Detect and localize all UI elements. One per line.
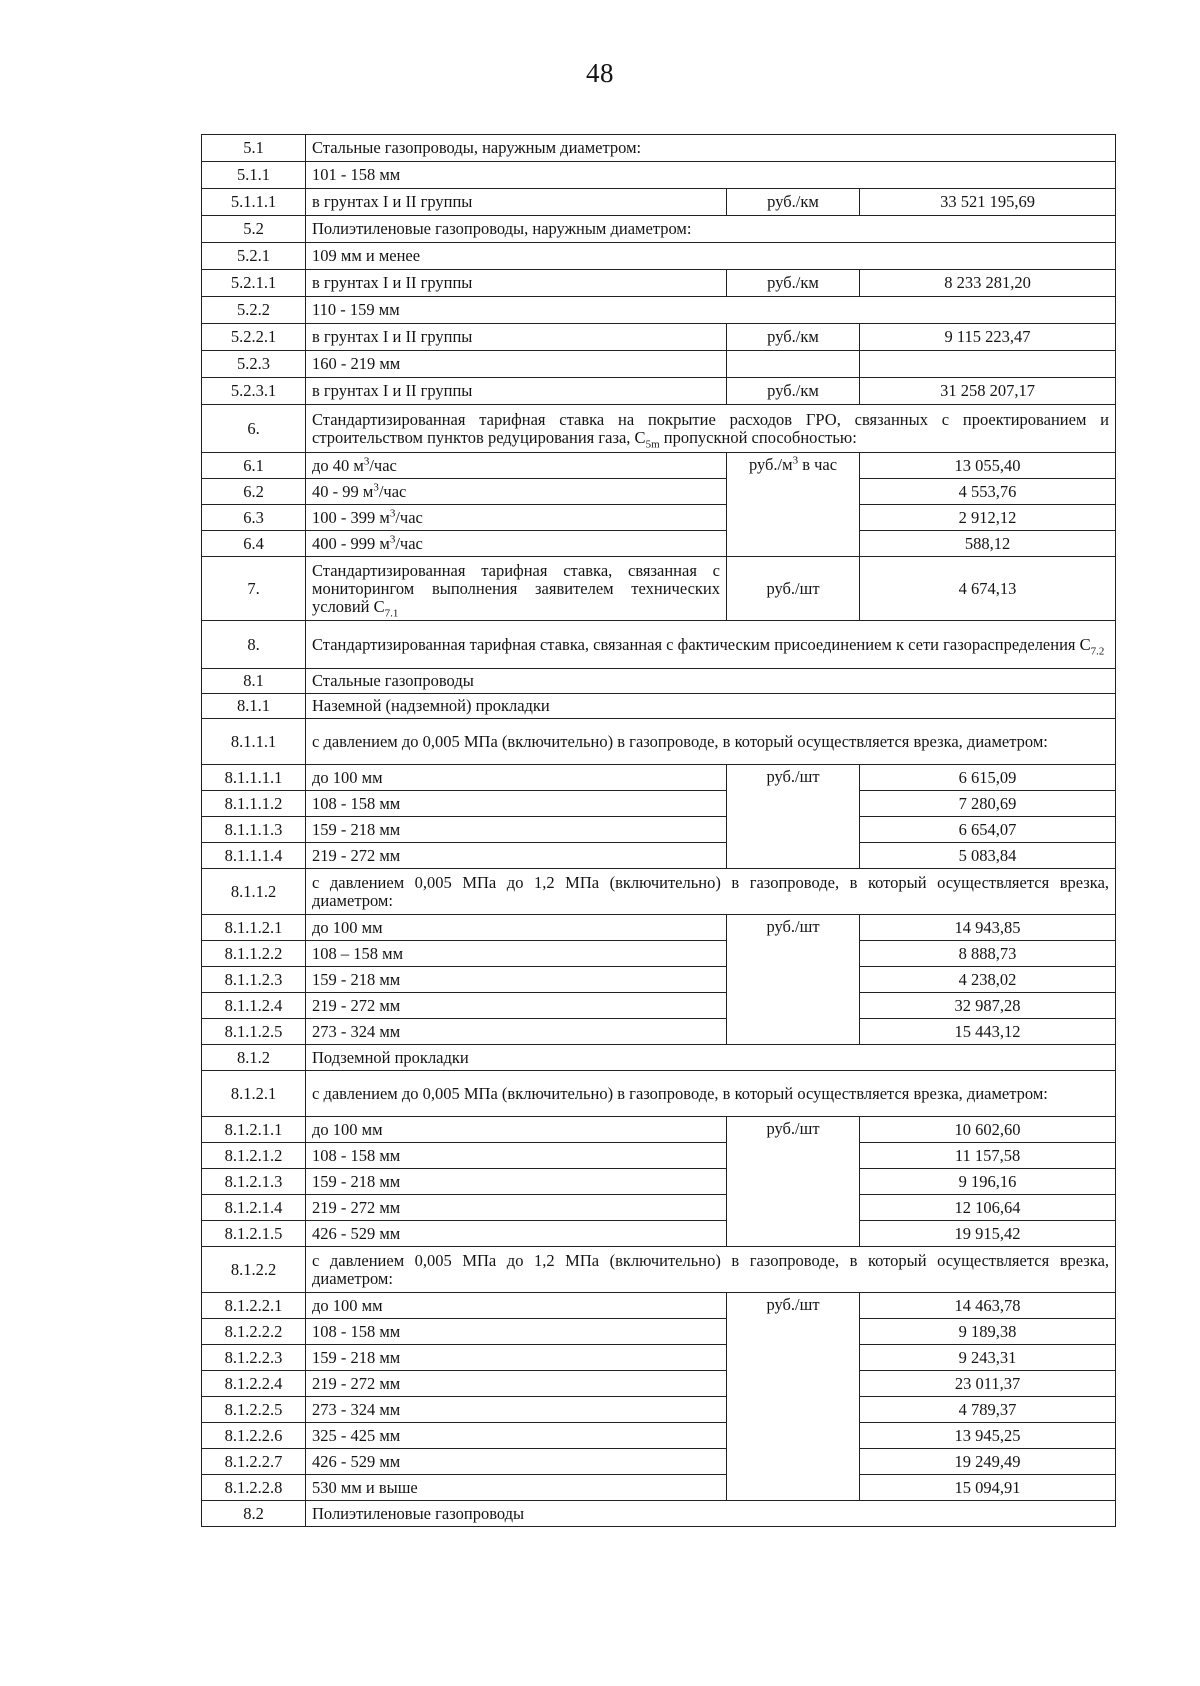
item-value: 13 945,25 bbox=[860, 1423, 1116, 1449]
item-value: 588,12 bbox=[860, 531, 1116, 557]
table-row bbox=[202, 1019, 1116, 1045]
item-description: 159 - 218 мм bbox=[306, 817, 727, 843]
item-code: 5.1 bbox=[202, 135, 306, 162]
item-value: 4 553,76 bbox=[860, 479, 1116, 505]
item-value: 15 094,91 bbox=[860, 1475, 1116, 1501]
item-code: 5.2.2.1 bbox=[202, 324, 306, 351]
item-description: 108 - 158 мм bbox=[306, 1319, 727, 1345]
item-description: 40 - 99 $м^3$/час bbox=[306, 479, 727, 505]
page-number: 48 bbox=[586, 58, 614, 88]
item-value: 5 083,84 bbox=[860, 843, 1116, 869]
item-code: 8.1.1.1.1 bbox=[202, 765, 306, 791]
item-code: 8.1.2.1 bbox=[202, 1071, 306, 1117]
table-row bbox=[202, 1143, 1116, 1169]
item-description: 100 - 399 $м^3$/час bbox=[306, 505, 727, 531]
item-unit: руб./шт bbox=[727, 1117, 860, 1247]
item-description: в грунтах I и II группы bbox=[306, 378, 727, 405]
item-unit: руб./шт bbox=[727, 1293, 860, 1501]
item-code: 8.1.2.2.8 bbox=[202, 1475, 306, 1501]
item-description: Стальные газопроводы bbox=[306, 669, 1116, 694]
item-description: до 100 мм bbox=[306, 1293, 727, 1319]
item-unit: руб./км bbox=[727, 324, 860, 351]
item-code: 5.2.1.1 bbox=[202, 270, 306, 297]
item-description: 530 мм и выше bbox=[306, 1475, 727, 1501]
item-description: Подземной прокладки bbox=[306, 1045, 1116, 1071]
item-code: 6.4 bbox=[202, 531, 306, 557]
item-unit bbox=[727, 351, 860, 378]
table-row bbox=[202, 1475, 1116, 1501]
table-row bbox=[202, 162, 1116, 189]
item-description: 219 - 272 мм bbox=[306, 1195, 727, 1221]
item-code: 8.1.1.1 bbox=[202, 719, 306, 765]
item-code: 5.2.3.1 bbox=[202, 378, 306, 405]
item-value: 4 674,13 bbox=[860, 557, 1116, 621]
table-row bbox=[202, 669, 1116, 694]
table-row bbox=[202, 270, 1116, 297]
item-description: с давлением до 0,005 МПа (включительно) в газопроводе, в который осуществляется врезка, диаметром: bbox=[306, 1071, 1116, 1117]
table-row bbox=[202, 869, 1116, 915]
table-row bbox=[202, 297, 1116, 324]
item-description: Стандартизированная тарифная ставка, связанная с мониторингом выполнения заявителем технических условий $С_{7.1}$ bbox=[306, 557, 727, 621]
item-description: 426 - 529 мм bbox=[306, 1221, 727, 1247]
item-value: 7 280,69 bbox=[860, 791, 1116, 817]
table-row bbox=[202, 453, 1116, 479]
item-code: 8.1.2.2.6 bbox=[202, 1423, 306, 1449]
item-description: в грунтах I и II группы bbox=[306, 270, 727, 297]
item-description: с давлением 0,005 МПа до 1,2 МПа (включительно) в газопроводе, в который осуществляется врезка, диаметром: bbox=[306, 1247, 1116, 1293]
table-row bbox=[202, 505, 1116, 531]
item-value: 9 196,16 bbox=[860, 1169, 1116, 1195]
item-code: 8.1.2.1.4 bbox=[202, 1195, 306, 1221]
item-value: 2 912,12 bbox=[860, 505, 1116, 531]
item-code: 8.1.2.2.1 bbox=[202, 1293, 306, 1319]
table-row bbox=[202, 941, 1116, 967]
item-unit: руб./км bbox=[727, 378, 860, 405]
table-row bbox=[202, 1397, 1116, 1423]
table-row bbox=[202, 1169, 1116, 1195]
item-value: 12 106,64 bbox=[860, 1195, 1116, 1221]
item-description: 110 - 159 мм bbox=[306, 297, 1116, 324]
item-description: 400 - 999 $м^3$/час bbox=[306, 531, 727, 557]
item-description: 219 - 272 мм bbox=[306, 1371, 727, 1397]
item-description: с давлением 0,005 МПа до 1,2 МПа (включительно) в газопроводе, в который осуществляется врезка, диаметром: bbox=[306, 869, 1116, 915]
item-code: 8.1.2.2 bbox=[202, 1247, 306, 1293]
item-description: Полиэтиленовые газопроводы bbox=[306, 1501, 1116, 1527]
item-description: 159 - 218 мм bbox=[306, 967, 727, 993]
item-code: 5.1.1.1 bbox=[202, 189, 306, 216]
item-code: 8.1.1.2 bbox=[202, 869, 306, 915]
table-row bbox=[202, 378, 1116, 405]
item-value: 15 443,12 bbox=[860, 1019, 1116, 1045]
item-unit: руб./км bbox=[727, 270, 860, 297]
item-description: Стальные газопроводы, наружным диаметром: bbox=[306, 135, 1116, 162]
table-row bbox=[202, 1345, 1116, 1371]
item-description: Наземной (надземной) прокладки bbox=[306, 694, 1116, 719]
table-row bbox=[202, 216, 1116, 243]
item-code: 5.2.3 bbox=[202, 351, 306, 378]
item-description: 219 - 272 мм bbox=[306, 993, 727, 1019]
table-row bbox=[202, 531, 1116, 557]
table-row bbox=[202, 621, 1116, 669]
table-row bbox=[202, 1293, 1116, 1319]
table-row bbox=[202, 557, 1116, 621]
table-row bbox=[202, 719, 1116, 765]
table-row bbox=[202, 765, 1116, 791]
table-row bbox=[202, 1071, 1116, 1117]
item-code: 8.1.1.2.2 bbox=[202, 941, 306, 967]
item-code: 8.1.1.2.4 bbox=[202, 993, 306, 1019]
item-value: 19 915,42 bbox=[860, 1221, 1116, 1247]
table-row bbox=[202, 1247, 1116, 1293]
item-description: 159 - 218 мм bbox=[306, 1169, 727, 1195]
table-row bbox=[202, 1045, 1116, 1071]
item-value: 32 987,28 bbox=[860, 993, 1116, 1019]
item-unit: руб./шт bbox=[727, 557, 860, 621]
item-description: в грунтах I и II группы bbox=[306, 324, 727, 351]
item-code: 8.1.2.1.5 bbox=[202, 1221, 306, 1247]
item-code: 6.3 bbox=[202, 505, 306, 531]
table-row bbox=[202, 967, 1116, 993]
table-row bbox=[202, 1449, 1116, 1475]
item-value: 11 157,58 bbox=[860, 1143, 1116, 1169]
table-row bbox=[202, 915, 1116, 941]
item-value bbox=[860, 351, 1116, 378]
table-row bbox=[202, 1195, 1116, 1221]
item-description: 160 - 219 мм bbox=[306, 351, 727, 378]
item-description: с давлением до 0,005 МПа (включительно) в газопроводе, в который осуществляется врезка, диаметром: bbox=[306, 719, 1116, 765]
tariff-table bbox=[201, 134, 1116, 1527]
item-code: 6.2 bbox=[202, 479, 306, 505]
table-row bbox=[202, 479, 1116, 505]
table-row bbox=[202, 843, 1116, 869]
item-description: 273 - 324 мм bbox=[306, 1019, 727, 1045]
item-code: 8.1 bbox=[202, 669, 306, 694]
item-value: 13 055,40 bbox=[860, 453, 1116, 479]
item-code: 6. bbox=[202, 405, 306, 453]
item-code: 5.2.1 bbox=[202, 243, 306, 270]
item-value: 9 115 223,47 bbox=[860, 324, 1116, 351]
item-value: 9 189,38 bbox=[860, 1319, 1116, 1345]
item-code: 8.1.1.1.2 bbox=[202, 791, 306, 817]
table-row bbox=[202, 993, 1116, 1019]
table-row bbox=[202, 1423, 1116, 1449]
item-code: 5.2 bbox=[202, 216, 306, 243]
item-code: 8.1.1.1.3 bbox=[202, 817, 306, 843]
item-code: 8.1.1.2.3 bbox=[202, 967, 306, 993]
item-code: 8.1.1.2.1 bbox=[202, 915, 306, 941]
item-unit: руб./шт bbox=[727, 915, 860, 1045]
table-row bbox=[202, 1371, 1116, 1397]
item-code: 8.2 bbox=[202, 1501, 306, 1527]
table-row bbox=[202, 405, 1116, 453]
table-row bbox=[202, 1221, 1116, 1247]
table-row bbox=[202, 1117, 1116, 1143]
item-code: 6.1 bbox=[202, 453, 306, 479]
item-code: 8.1.2 bbox=[202, 1045, 306, 1071]
item-description: 219 - 272 мм bbox=[306, 843, 727, 869]
item-code: 8.1.2.2.3 bbox=[202, 1345, 306, 1371]
item-code: 8.1.2.2.7 bbox=[202, 1449, 306, 1475]
table-row bbox=[202, 817, 1116, 843]
table-row bbox=[202, 135, 1116, 162]
item-code: 8.1.2.1.3 bbox=[202, 1169, 306, 1195]
item-description: 426 - 529 мм bbox=[306, 1449, 727, 1475]
item-code: 8.1.2.2.4 bbox=[202, 1371, 306, 1397]
item-code: 8.1.2.1.1 bbox=[202, 1117, 306, 1143]
table-row bbox=[202, 791, 1116, 817]
item-description: до 100 мм bbox=[306, 1117, 727, 1143]
table-row bbox=[202, 324, 1116, 351]
item-description: 108 - 158 мм bbox=[306, 791, 727, 817]
table-row bbox=[202, 351, 1116, 378]
item-code: 8. bbox=[202, 621, 306, 669]
item-value: 14 943,85 bbox=[860, 915, 1116, 941]
item-value: 33 521 195,69 bbox=[860, 189, 1116, 216]
item-description: Стандартизированная тарифная ставка на покрытие расходов ГРО, связанных с проектированием и строительством пунктов редуцирования газа, $С_{5m}$ пропускной способностью: bbox=[306, 405, 1116, 453]
item-description: 325 - 425 мм bbox=[306, 1423, 727, 1449]
item-value: 14 463,78 bbox=[860, 1293, 1116, 1319]
table-row bbox=[202, 1319, 1116, 1345]
item-description: 159 - 218 мм bbox=[306, 1345, 727, 1371]
item-unit: руб./км bbox=[727, 189, 860, 216]
table-row bbox=[202, 189, 1116, 216]
item-description: 109 мм и менее bbox=[306, 243, 1116, 270]
item-code: 8.1.1.2.5 bbox=[202, 1019, 306, 1045]
item-code: 5.2.2 bbox=[202, 297, 306, 324]
item-code: 8.1.2.2.5 bbox=[202, 1397, 306, 1423]
item-value: 6 615,09 bbox=[860, 765, 1116, 791]
item-code: 7. bbox=[202, 557, 306, 621]
item-value: 8 888,73 bbox=[860, 941, 1116, 967]
item-code: 8.1.1 bbox=[202, 694, 306, 719]
item-description: 108 - 158 мм bbox=[306, 1143, 727, 1169]
item-value: 9 243,31 bbox=[860, 1345, 1116, 1371]
item-description: до 100 мм bbox=[306, 915, 727, 941]
item-description: до 40 $м^3$/час bbox=[306, 453, 727, 479]
item-description: в грунтах I и II группы bbox=[306, 189, 727, 216]
item-code: 5.1.1 bbox=[202, 162, 306, 189]
item-value: 10 602,60 bbox=[860, 1117, 1116, 1143]
item-code: 8.1.2.2.2 bbox=[202, 1319, 306, 1345]
table-row bbox=[202, 243, 1116, 270]
item-unit: руб./шт bbox=[727, 765, 860, 869]
item-description: 108 – 158 мм bbox=[306, 941, 727, 967]
table-row bbox=[202, 1501, 1116, 1527]
item-value: 31 258 207,17 bbox=[860, 378, 1116, 405]
item-value: 19 249,49 bbox=[860, 1449, 1116, 1475]
item-code: 8.1.2.1.2 bbox=[202, 1143, 306, 1169]
item-description: 101 - 158 мм bbox=[306, 162, 1116, 189]
item-value: 23 011,37 bbox=[860, 1371, 1116, 1397]
item-value: 6 654,07 bbox=[860, 817, 1116, 843]
item-description: Полиэтиленовые газопроводы, наружным диаметром: bbox=[306, 216, 1116, 243]
table-row bbox=[202, 694, 1116, 719]
item-value: 8 233 281,20 bbox=[860, 270, 1116, 297]
item-value: 4 789,37 bbox=[860, 1397, 1116, 1423]
item-value: 4 238,02 bbox=[860, 967, 1116, 993]
item-description: Стандартизированная тарифная ставка, связанная с фактическим присоединением к сети газораспределения $С_{7.2}$ bbox=[306, 621, 1116, 669]
item-unit: $руб./м^3$ в час bbox=[727, 453, 860, 557]
item-description: 273 - 324 мм bbox=[306, 1397, 727, 1423]
item-code: 8.1.1.1.4 bbox=[202, 843, 306, 869]
item-description: до 100 мм bbox=[306, 765, 727, 791]
